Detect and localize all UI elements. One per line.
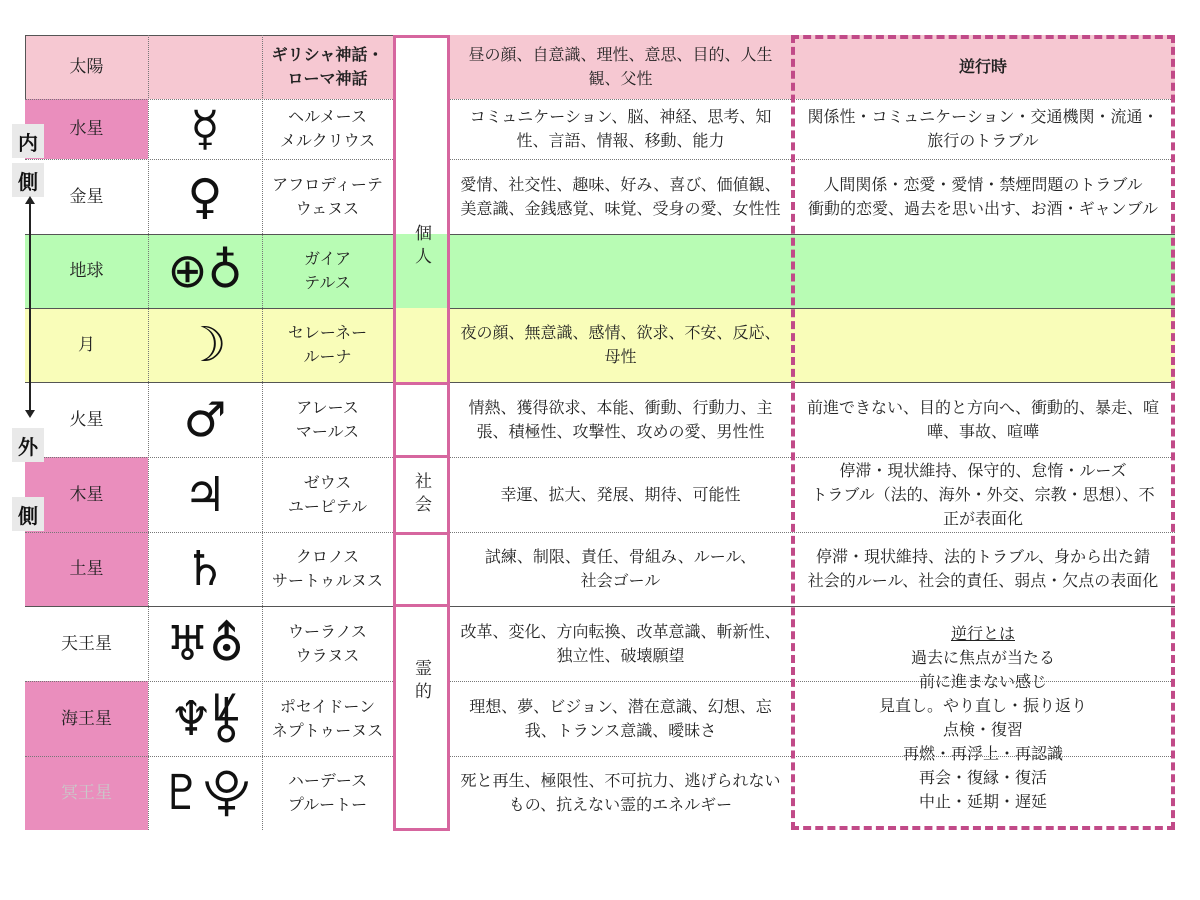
planet-meaning-3 (450, 308, 791, 382)
planet-meaning-2 (450, 234, 791, 308)
header-planet-text: 太陽 (69, 57, 104, 77)
planet-name-5-text: 木星 (69, 484, 104, 505)
planet-name-7 (25, 606, 148, 681)
row-divider (25, 382, 393, 383)
side-label-inner-top-text: 内 (18, 130, 38, 155)
planet-symbol-5-icon-text: ♃ (183, 466, 227, 523)
greek-roman-name-9-text: ハーデース プルートー (287, 771, 368, 814)
greek-roman-name-2-text: ガイア テルス (303, 249, 352, 292)
planet-symbol-4-icon-text: ♂ (183, 391, 227, 448)
row-divider (450, 99, 1175, 100)
row-divider (25, 681, 393, 682)
retrograde-note-line: 再燃・再浮上・再認識 (902, 744, 1063, 763)
retrograde-note-line: 再会・復縁・復活 (918, 768, 1047, 787)
arrow-up-icon (25, 196, 35, 204)
row-divider (450, 382, 1175, 383)
retrograde-note-line: 前に進まない感じ (918, 672, 1047, 691)
planet-name-2-text: 地球 (69, 261, 104, 281)
greek-roman-name-7-text: ウーラノス ウラヌス (288, 621, 367, 665)
planet-symbol-9-icon-text: ♇⯓ (160, 765, 250, 821)
row-divider (450, 457, 1175, 458)
planet-meaning-3-text: 夜の顔、無意識、感情、欲求、不安、反応、 母性 (460, 323, 781, 366)
planet-meaning-5-text: 幸運、拡大、発展、期待、可能性 (500, 484, 741, 504)
header-greek-roman (262, 35, 393, 99)
retrograde-meaning-2 (791, 234, 1175, 308)
row-divider (25, 756, 393, 757)
planet-meaning-8-text: 理想、夢、ビジョン、潜在意識、幻想、忘 我、トランス意識、曖昧さ (469, 696, 772, 740)
greek-roman-name-1 (262, 159, 393, 234)
planet-symbol-7-icon-text: ♅⛢ (165, 615, 245, 672)
planet-symbol-8-icon-text: ♆⯉ (169, 690, 241, 747)
planet-meaning-9-text: 死と再生、極限性、不可抗力、逃げられない もの、抗えない霊的エネルギー (460, 771, 781, 814)
planet-name-9 (25, 756, 148, 830)
table-left-border (25, 35, 26, 99)
retrograde-note-line: 中止・延期・遅延 (918, 792, 1047, 811)
planet-symbol-8-icon (148, 681, 262, 756)
header-sun-meaning-text: 昼の顔、自意識、理性、意思、目的、人生 観、父性 (468, 45, 773, 88)
planet-symbol-7-icon (148, 606, 262, 681)
greek-roman-name-3-text: セレーネー ルーナ (287, 323, 368, 366)
row-divider (25, 308, 393, 309)
planet-name-3 (25, 308, 148, 382)
table-top-border (25, 35, 393, 36)
greek-roman-name-1-text: アフロディーテ ウェヌス (272, 174, 383, 218)
row-divider (25, 99, 393, 100)
row-divider (450, 606, 1175, 607)
side-label-outer-top-text: 外 (18, 434, 38, 459)
row-divider (450, 756, 1175, 757)
side-label-outer-bottom (12, 497, 44, 531)
row-divider (25, 532, 393, 533)
retrograde-meaning-0-text: 関係性・コミュニケーション・交通機関・流通・ 旅行のトラブル (807, 107, 1159, 150)
header-retrograde-text: 逆行時 (958, 57, 1007, 76)
side-label-inner-top (12, 124, 44, 158)
planet-symbol-6-icon-text: ♄ (183, 541, 227, 597)
planet-symbol-0-icon-text: ☿ (190, 101, 220, 157)
retrograde-meaning-5-text: 停滞・現状維持、保守的、怠惰・ルーズ トラブル（法的、海外・外交、宗教・思想）、不 正が表面化 (811, 460, 1155, 528)
retrograde-note (791, 606, 1175, 830)
planet-name-3-text: 月 (78, 335, 95, 355)
planet-symbol-6-icon (148, 532, 262, 606)
group-label-personal: 個人 (411, 223, 431, 270)
planet-meaning-4 (450, 382, 791, 457)
planet-symbol-2-icon-text: ⊕♁ (167, 243, 243, 299)
greek-roman-name-6 (262, 532, 393, 606)
column-divider (262, 35, 263, 830)
planet-symbol-1-icon-text: ♀ (187, 168, 223, 225)
planet-symbol-3-icon (148, 308, 262, 382)
row-divider (25, 606, 393, 607)
greek-roman-name-4 (262, 382, 393, 457)
planet-symbol-0-icon (148, 99, 262, 159)
row-divider (450, 308, 1175, 309)
retrograde-meaning-6-text: 停滞・現状維持、法的トラブル、身から出た錆 社会的ルール、社会的責任、弱点・欠点の表面化 (807, 547, 1159, 590)
row-divider (25, 234, 393, 235)
retrograde-meaning-6 (791, 532, 1175, 606)
planet-name-6 (25, 532, 148, 606)
inner-outer-arrow-shaft (29, 200, 31, 412)
retrograde-meaning-4 (791, 382, 1175, 457)
group-spiritual (393, 532, 450, 831)
planet-symbol-3-icon-text: ☽ (183, 317, 227, 373)
header-sun-meaning (450, 35, 791, 99)
arrow-down-icon (25, 410, 35, 418)
planet-meaning-1-text: 愛情、社交性、趣味、好み、喜び、価値観、 美意識、金銭感覚、味覚、受身の愛、女性性 (460, 174, 781, 218)
row-divider (450, 681, 1175, 682)
planet-name-7-text: 天王星 (61, 633, 112, 654)
greek-roman-name-3 (262, 308, 393, 382)
planet-name-8 (25, 681, 148, 756)
row-divider (450, 234, 1175, 235)
retrograde-meaning-0 (791, 99, 1175, 159)
greek-roman-name-2 (262, 234, 393, 308)
retrograde-note-line: 点検・復習 (942, 720, 1023, 739)
greek-roman-name-0-text: ヘルメース メルクリウス (279, 107, 376, 150)
header-retrograde (791, 35, 1175, 99)
header-planet (25, 35, 148, 99)
greek-roman-name-9 (262, 756, 393, 830)
planet-name-9-text: 冥王星 (61, 783, 112, 803)
planet-meaning-6 (450, 532, 791, 606)
greek-roman-name-7 (262, 606, 393, 681)
planet-meaning-5 (450, 457, 791, 532)
side-label-inner-bottom-text: 側 (18, 169, 38, 194)
planet-symbol-9-icon (148, 756, 262, 830)
planet-meaning-1 (450, 159, 791, 234)
greek-roman-name-4-text: アレース マールス (295, 397, 360, 441)
greek-roman-name-5-text: ゼウス ユーピテル (287, 472, 368, 516)
row-divider (25, 457, 393, 458)
planet-meaning-7-text: 改革、変化、方向転換、改革意識、斬新性、 独立性、破壊願望 (460, 621, 781, 665)
planet-name-1-text: 金星 (69, 186, 104, 207)
retrograde-meaning-4-text: 前進できない、目的と方向へ、衝動的、暴走、喧 嘩、事故、喧嘩 (806, 397, 1159, 441)
planet-meaning-9 (450, 756, 791, 830)
planet-meaning-0-text: コミュニケーション、脳、神経、思考、知 性、言語、情報、移動、能力 (469, 107, 772, 150)
planet-symbol-5-icon (148, 457, 262, 532)
planet-meaning-6-text: 試練、制限、責任、骨組み、ルール、 社会ゴール (484, 547, 757, 590)
row-divider (450, 532, 1175, 533)
planet-name-4-text: 火星 (69, 409, 104, 430)
planet-meaning-8 (450, 681, 791, 756)
side-label-outer-bottom-text: 側 (18, 503, 38, 528)
header-greek-roman-text: ギリシャ神話・ ローマ神話 (271, 45, 384, 88)
side-label-inner-bottom (12, 163, 44, 197)
greek-roman-name-8 (262, 681, 393, 756)
planet-symbol-1-icon (148, 159, 262, 234)
column-divider (148, 35, 149, 830)
retrograde-meaning-1 (791, 159, 1175, 234)
retrograde-meaning-5 (791, 457, 1175, 532)
retrograde-note-line: 過去に焦点が当たる (910, 648, 1055, 667)
side-label-outer-top (12, 428, 44, 462)
planet-name-6-text: 土星 (69, 559, 104, 579)
planet-meaning-7 (450, 606, 791, 681)
greek-roman-name-0 (262, 99, 393, 159)
greek-roman-name-6-text: クロノス サートゥルヌス (272, 547, 383, 590)
retrograde-note-line: 見直し。やり直し・振り返り (878, 696, 1087, 715)
planet-name-2 (25, 234, 148, 308)
retrograde-note-title: 逆行とは (950, 624, 1015, 643)
planet-name-0-text: 水星 (69, 119, 104, 139)
planet-symbol-4-icon (148, 382, 262, 457)
row-divider (25, 159, 393, 160)
greek-roman-name-5 (262, 457, 393, 532)
retrograde-meaning-1-text: 人間関係・恋愛・愛情・禁煙問題のトラブル 衝動的恋愛、過去を思い出す、お酒・ギャンブル (807, 174, 1159, 218)
greek-roman-name-8-text: ポセイドーン ネプトゥーヌス (271, 696, 384, 740)
planet-meaning-4-text: 情熱、獲得欲求、本能、衝動、行動力、主 張、積極性、攻撃性、攻めの愛、男性性 (468, 397, 773, 441)
group-label-spiritual: 霊的 (411, 658, 431, 705)
row-divider (450, 159, 1175, 160)
planet-meaning-0 (450, 99, 791, 159)
group-label-social: 社会 (411, 471, 431, 518)
planet-name-8-text: 海王星 (61, 708, 112, 729)
planet-symbol-2-icon (148, 234, 262, 308)
retrograde-meaning-3 (791, 308, 1175, 382)
